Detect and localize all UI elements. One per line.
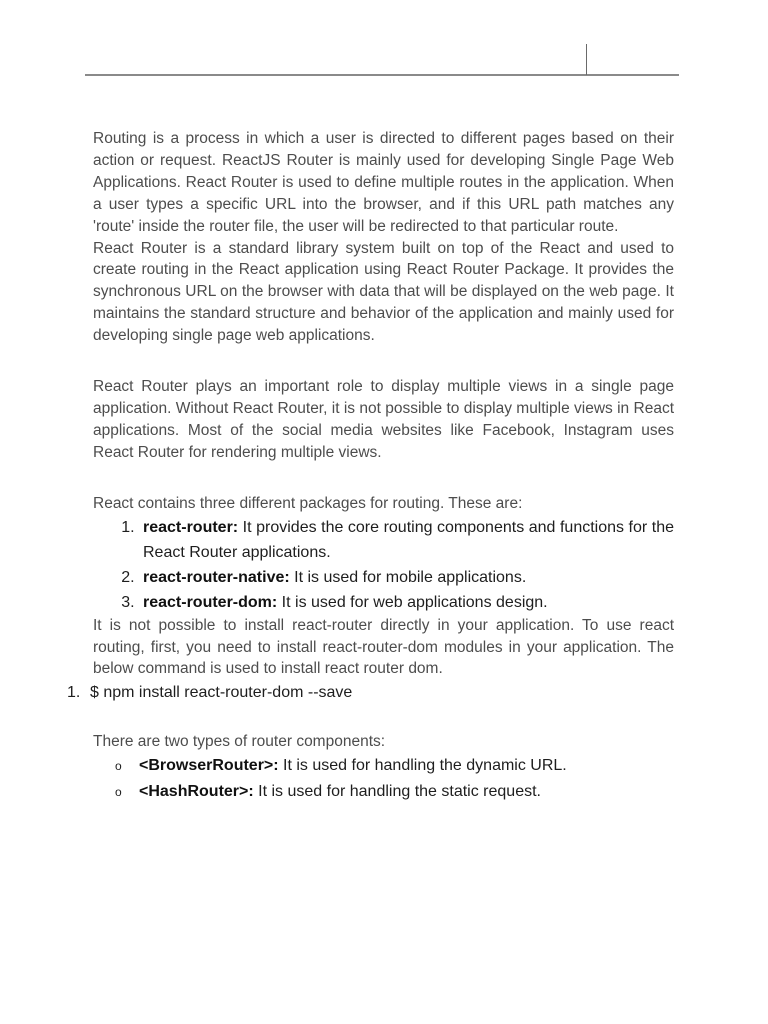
- router-name: <BrowserRouter>:: [139, 757, 279, 775]
- package-name: react-router-native:: [143, 568, 290, 586]
- spacer: [93, 464, 674, 493]
- packages-list: [93, 515, 674, 615]
- spacer: [93, 711, 674, 731]
- bullet-circle-icon: o: [115, 759, 122, 774]
- header-rule: [85, 74, 679, 76]
- command-number: 1.: [67, 684, 81, 702]
- package-description: It is used for mobile applications.: [289, 568, 527, 586]
- list-item: [115, 753, 674, 779]
- paragraph-react-router-library: React Router is a standard library system built on top of the React and used to create routing in the React application using React Router Package. It provides the synchronous URL on the browser with data that will be displayed on the web page. It maintains the standard structure and behavior of the application and mainly used for developing single page web applications.: [93, 239, 674, 345]
- paragraph-packages-intro: React contains three different packages for routing. These are:: [93, 494, 523, 512]
- package-name: react-router-dom:: [143, 593, 278, 611]
- package-description: It provides the core routing components and functions for the React Router applications.: [143, 518, 674, 561]
- header-tick: [586, 44, 587, 75]
- paragraph-router-types: There are two types of router components:: [93, 733, 386, 751]
- list-item: [139, 565, 674, 590]
- list-item: [139, 590, 674, 615]
- list-item: [115, 779, 674, 805]
- router-name: <HashRouter>:: [139, 783, 254, 801]
- document-body: [67, 128, 674, 805]
- router-components-list: [93, 753, 674, 805]
- package-name: react-router:: [143, 518, 239, 536]
- paragraph-routing-intro: Routing is a process in which a user is directed to different pages based on their action or request. ReactJS Router is mainly used for developing Single Page Web Applications. React Router is used to define multiple routes in the application. When a user types a specific URL into the browser, and if this URL path matches any 'route' inside the router file, the user will be redirected to that particular route.: [93, 130, 674, 235]
- command-text: $ npm install react-router-dom --save: [90, 684, 353, 702]
- install-command: [67, 680, 674, 705]
- list-item: [139, 515, 674, 565]
- spacer: [93, 347, 674, 376]
- bullet-circle-icon: o: [115, 785, 122, 800]
- router-description: It is used for handling the static request.: [253, 783, 541, 801]
- paragraph-install-intro: It is not possible to install react-router directly in your application. To use react routing, first, you need to install react-router-dom modules in your application. The below command is used to install react router dom.: [93, 616, 674, 678]
- paragraph-react-router-role: React Router plays an important role to display multiple views in a single page application. Without React Router, it is not possible to display multiple views in React applications. Most of the social media websites like Facebook, Instagram uses React Router for rendering multiple views.: [93, 378, 674, 461]
- package-description: It is used for web applications design.: [277, 593, 548, 611]
- router-description: It is used for handling the dynamic URL.: [278, 757, 567, 775]
